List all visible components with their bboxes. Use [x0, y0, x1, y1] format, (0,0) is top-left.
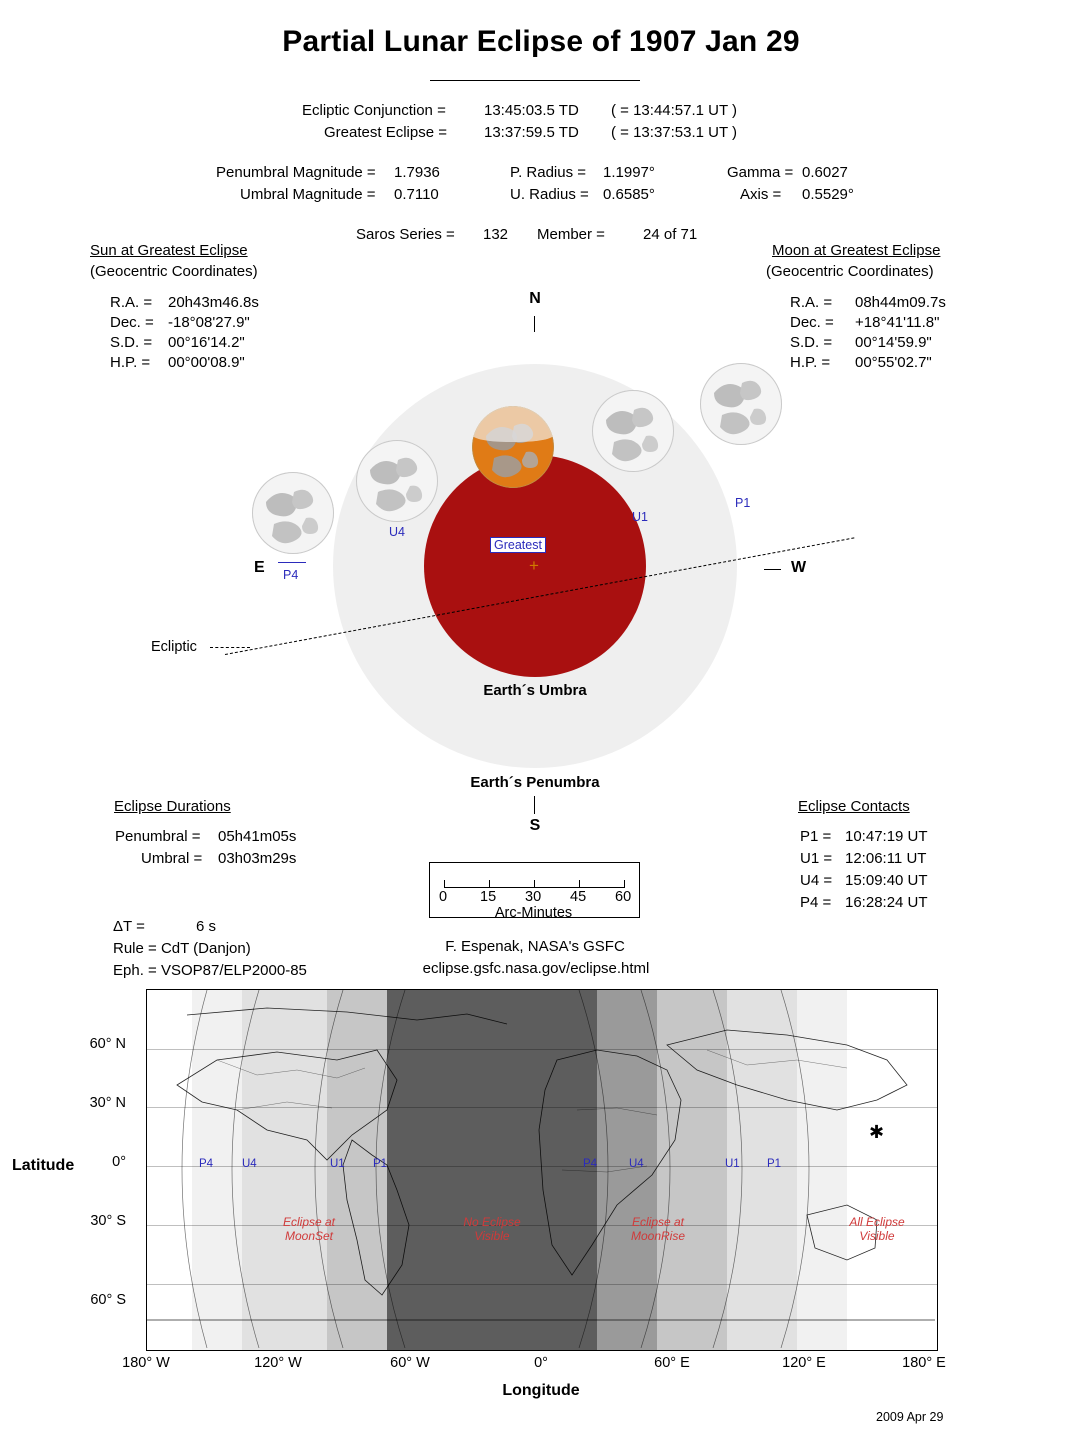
credit-author: F. Espenak, NASA's GSFC: [445, 938, 625, 955]
greatest-marker-label: Greatest: [490, 537, 546, 553]
label-p1: P1: [735, 496, 751, 510]
direction-west: W: [791, 559, 807, 576]
scale-caption: Arc-Minutes: [494, 905, 573, 921]
greatest-eclipse-ut: ( = 13:37:53.1 UT ): [611, 124, 738, 141]
region-1-line2: Visible: [474, 1229, 510, 1243]
contact-p4-value: 16:28:24 UT: [845, 894, 928, 911]
moon-subheading: (Geocentric Coordinates): [766, 263, 934, 280]
sun-hp-value: 00°00'08.9": [168, 354, 245, 371]
scale-tick-15: 15: [480, 889, 497, 905]
region-3-line1: All Eclipse: [849, 1215, 905, 1229]
moon-dec-label: Dec. =: [790, 314, 834, 331]
sun-dec-label: Dec. =: [110, 314, 154, 331]
direction-north: N: [529, 290, 541, 307]
moon-hp-value: 00°55'02.7": [855, 354, 932, 371]
region-3-line2: Visible: [859, 1229, 895, 1243]
greatest-eclipse-td: 13:37:59.5 TD: [484, 124, 579, 141]
contact-u1-value: 12:06:11 UT: [845, 850, 927, 867]
moon-ra-label: R.A. =: [790, 294, 833, 311]
lon-tick-180w: 180° W: [122, 1355, 170, 1371]
delta-t-label: ΔT =: [113, 918, 145, 935]
durations-heading: Eclipse Durations: [114, 798, 231, 815]
lat-tick-60s: 60° S: [90, 1292, 126, 1308]
scale-tick-0: 0: [439, 889, 448, 905]
greatest-marker-cross: +: [529, 556, 539, 575]
sun-sd-label: S.D. =: [110, 334, 153, 351]
map-curve-label-p4-right: P4: [583, 1158, 598, 1170]
moon-position-p4: [252, 472, 334, 554]
greatest-eclipse-label: Greatest Eclipse =: [324, 124, 447, 141]
moon-sd-value: 00°14'59.9": [855, 334, 932, 351]
lon-tick-60w: 60° W: [390, 1355, 430, 1371]
lon-tick-180e: 180° E: [902, 1355, 946, 1371]
direction-east: E: [254, 559, 265, 576]
member-label: Member =: [537, 226, 605, 243]
map-curve-label-u4-left: U4: [242, 1158, 257, 1170]
ecliptic-conjunction-ut: ( = 13:44:57.1 UT ): [611, 102, 738, 119]
contact-p1-value: 10:47:19 UT: [845, 828, 928, 845]
umbral-magnitude-value: 0.7110: [394, 186, 439, 203]
north-tick: [534, 316, 535, 332]
label-u1: U1: [632, 510, 648, 524]
scale-tick-60: 60: [615, 889, 632, 905]
lon-tick-120w: 120° W: [254, 1355, 302, 1371]
u-radius-value: 0.6585°: [603, 186, 655, 203]
region-eclipse-at-moonrise: [603, 1215, 713, 1243]
latitude-axis-label: Latitude: [12, 1157, 75, 1174]
delta-t-value: 6 s: [196, 918, 217, 935]
contact-p1-label: P1 =: [800, 828, 832, 845]
region-eclipse-at-moonset: [259, 1215, 359, 1243]
axis-label: Axis =: [740, 186, 782, 203]
lat-tick-60n: 60° N: [89, 1036, 126, 1052]
umbral-magnitude-label: Umbral Magnitude =: [240, 186, 376, 203]
region-no-eclipse-visible: [442, 1215, 542, 1243]
p-radius-label: P. Radius =: [510, 164, 587, 181]
moon-position-greatest: [472, 406, 554, 488]
contact-u4-value: 15:09:40 UT: [845, 872, 928, 889]
lat-tick-30s: 30° S: [90, 1213, 126, 1229]
lon-tick-120e: 120° E: [782, 1355, 826, 1371]
rule-text: Rule = CdT (Danjon): [113, 940, 251, 957]
ecliptic-leader: [210, 647, 250, 648]
u-radius-label: U. Radius =: [510, 186, 589, 203]
label-p4: P4: [283, 568, 299, 582]
scale-tick-30: 30: [525, 889, 542, 905]
moon-sd-label: S.D. =: [790, 334, 833, 351]
moon-position-u4: [356, 440, 438, 522]
ephemeris-text: Eph. = VSOP87/ELP2000-85: [113, 962, 307, 979]
south-tick: [534, 796, 535, 814]
sun-dec-value: -18°08'27.9": [168, 314, 250, 331]
moon-position-p1: [700, 363, 782, 445]
title-divider: [430, 80, 640, 81]
contact-u4-label: U4 =: [800, 872, 833, 889]
contact-p4-label: P4 =: [800, 894, 832, 911]
p-radius-value: 1.1997°: [603, 164, 655, 181]
label-u4: U4: [389, 525, 405, 539]
map-curve-label-p1-left: P1: [373, 1158, 388, 1170]
saros-value: 132: [483, 226, 509, 243]
ecliptic-conjunction-td: 13:45:03.5 TD: [484, 102, 579, 119]
contact-u1-label: U1 =: [800, 850, 833, 867]
ecliptic-conjunction-label: Ecliptic Conjunction =: [302, 102, 446, 119]
moon-ra-value: 08h44m09.7s: [855, 294, 946, 311]
sun-heading: Sun at Greatest Eclipse: [90, 242, 248, 259]
gamma-label: Gamma =: [727, 164, 794, 181]
contacts-heading: Eclipse Contacts: [798, 798, 910, 815]
moon-position-u1: [592, 390, 674, 472]
moon-hp-label: H.P. =: [790, 354, 831, 371]
gamma-value: 0.6027: [802, 164, 848, 181]
sun-subheading: (Geocentric Coordinates): [90, 263, 258, 280]
west-tick: [764, 569, 781, 570]
region-1-line1: No Eclipse: [463, 1215, 521, 1229]
penumbral-magnitude-value: 1.7936: [394, 164, 440, 181]
penumbral-duration-label: Penumbral =: [115, 828, 201, 845]
region-2-line1: Eclipse at: [631, 1215, 685, 1229]
penumbral-duration-value: 05h41m05s: [218, 828, 297, 845]
region-0-line1: Eclipse at: [282, 1215, 336, 1229]
lat-tick-0: 0°: [112, 1154, 126, 1170]
map-curve-label-p4-left: P4: [199, 1158, 214, 1170]
sun-sd-value: 00°16'14.2": [168, 334, 245, 351]
sun-ra-value: 20h43m46.8s: [168, 294, 259, 311]
region-all-eclipse-visible: [827, 1215, 927, 1243]
direction-south: S: [529, 817, 541, 834]
axis-value: 0.5529°: [802, 186, 854, 203]
umbra-label: Earth´s Umbra: [483, 682, 587, 699]
sun-hp-label: H.P. =: [110, 354, 151, 371]
umbral-duration-value: 03h03m29s: [218, 850, 297, 867]
page-title: Partial Lunar Eclipse of 1907 Jan 29: [282, 25, 800, 58]
p4-underline: [278, 562, 306, 563]
moon-dec-value: +18°41'11.8": [855, 314, 940, 331]
penumbral-magnitude-label: Penumbral Magnitude =: [216, 164, 376, 181]
footer-date: 2009 Apr 29: [876, 1410, 944, 1424]
umbral-duration-label: Umbral =: [141, 850, 203, 867]
penumbra-label: Earth´s Penumbra: [470, 774, 600, 791]
map-curve-label-u1-right: U1: [725, 1158, 740, 1170]
credit-url: eclipse.gsfc.nasa.gov/eclipse.html: [422, 960, 650, 977]
lon-tick-0: 0°: [534, 1355, 548, 1371]
map-curve-label-u4-right: U4: [629, 1158, 644, 1170]
map-curve-label-u1-left: U1: [330, 1158, 345, 1170]
sun-ra-label: R.A. =: [110, 294, 153, 311]
saros-label: Saros Series =: [356, 226, 455, 243]
longitude-axis-label: Longitude: [502, 1382, 580, 1399]
lat-tick-30n: 30° N: [89, 1095, 126, 1111]
visibility-map: [146, 989, 938, 1351]
scale-tick-45: 45: [570, 889, 587, 905]
map-curve-label-p1-right: P1: [767, 1158, 782, 1170]
moon-heading: Moon at Greatest Eclipse: [772, 242, 941, 259]
ecliptic-label: Ecliptic: [151, 639, 197, 655]
lon-tick-60e: 60° E: [654, 1355, 690, 1371]
zenith-star-icon: ✱: [869, 1122, 885, 1142]
region-0-line2: MoonSet: [284, 1229, 334, 1243]
region-2-line2: MoonRise: [630, 1229, 686, 1243]
member-value: 24 of 71: [643, 226, 698, 243]
